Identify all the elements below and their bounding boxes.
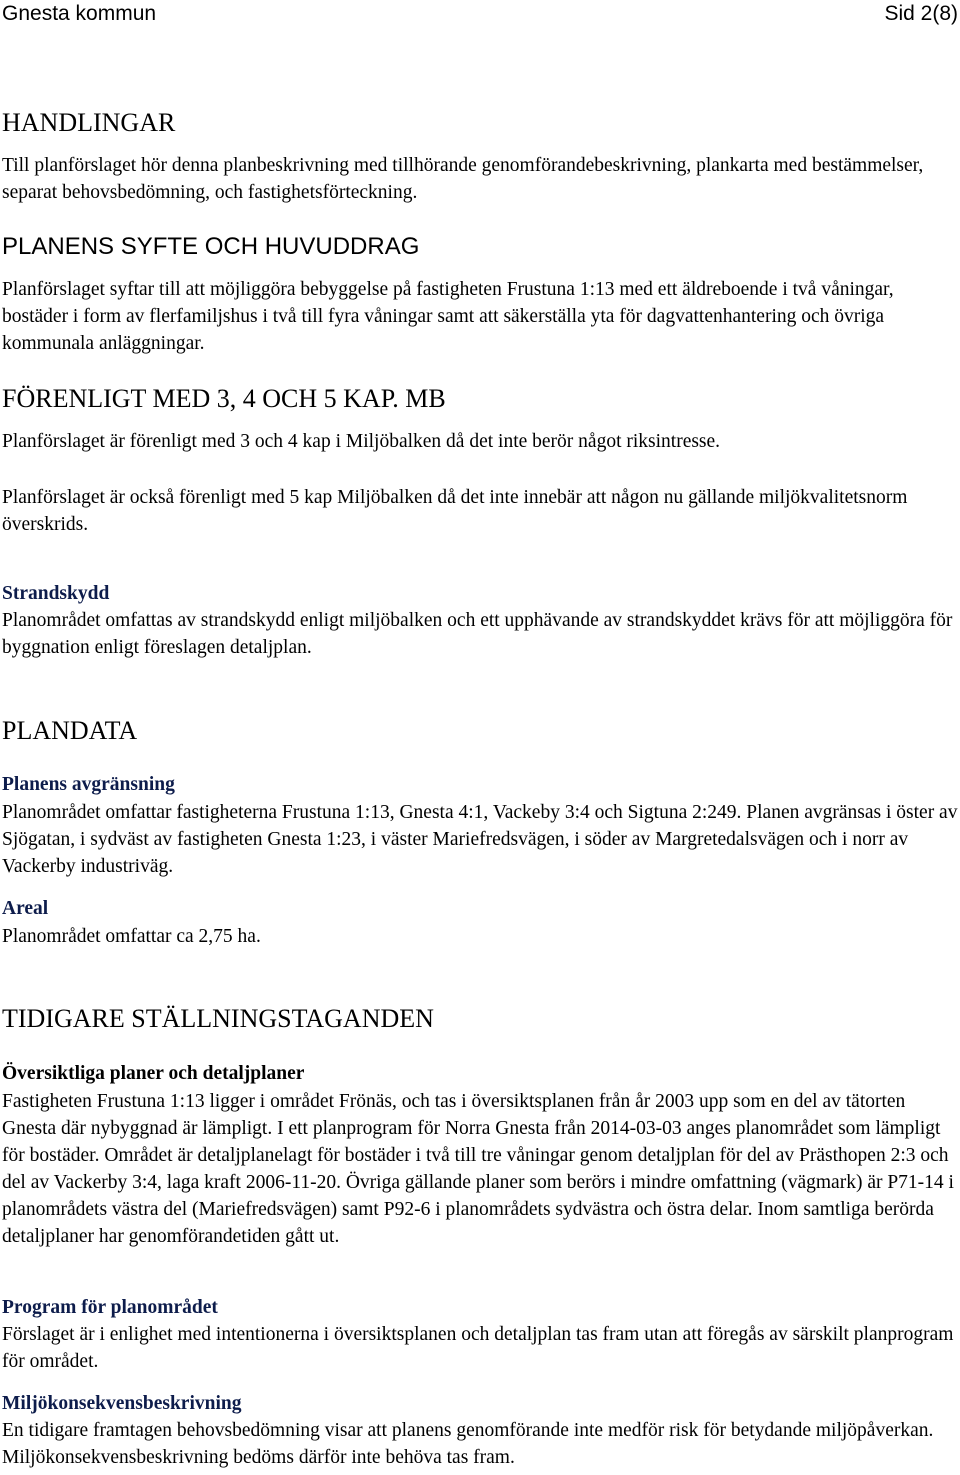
section-heading-mb: FÖRENLIGT MED 3, 4 OCH 5 KAP. MB: [2, 384, 446, 413]
subheading-strandskydd: Strandskydd: [2, 583, 110, 604]
subheading-avgransning: Planens avgränsning: [2, 774, 175, 795]
subheading-areal: Areal: [2, 898, 49, 919]
paragraph-mb-riksintresse: Planförslaget är förenligt med 3 och 4 kap i Miljöbalken då det inte berör något riksintresse.: [2, 431, 721, 452]
page-number: Sid 2(8): [884, 2, 958, 25]
section-heading-tidigare: TIDIGARE STÄLLNINGSTAGANDEN: [2, 1004, 434, 1033]
paragraph-handlingar: Till planförslaget hör denna planbeskrivning med tillhörande genomförandebeskrivning, plankarta med bestämmelser, separat behovsbedömning, och fastighetsförteckning.: [2, 155, 924, 203]
organization-name: Gnesta kommun: [2, 2, 157, 25]
paragraph-mb-miljokvalitetsnorm: Planförslaget är också förenligt med 5 kap Miljöbalken då det inte innebär att någon nu gällande miljökvalitetsnorm överskrids.: [2, 487, 908, 535]
paragraph-program: Förslaget är i enlighet med intentionerna i översiktsplanen och detaljplan tas fram utan att föregås av särskilt planprogram för området.: [2, 1324, 954, 1372]
section-heading-syfte: PLANENS SYFTE OCH HUVUDDRAG: [2, 233, 420, 260]
paragraph-areal: Planområdet omfattar ca 2,75 ha.: [2, 926, 261, 947]
subheading-oversiktliga-planer: Översiktliga planer och detaljplaner: [2, 1063, 305, 1084]
paragraph-mkb: En tidigare framtagen behovsbedömning visar att planens genomförande inte medför risk för betydande miljöpåverkan. Miljökonsekvensbeskrivning bedöms därför inte behöva tas fram.: [2, 1420, 934, 1468]
section-heading-handlingar: HANDLINGAR: [2, 108, 176, 137]
paragraph-strandskydd: Planområdet omfattas av strandskydd enligt miljöbalken och ett upphävande av strandskyddet krävs för att möjliggöra för byggnation enligt föreslagen detaljplan.: [2, 610, 953, 658]
page-header: [0, 0, 960, 28]
section-heading-plandata: PLANDATA: [2, 716, 138, 745]
subheading-program: Program för planområdet: [2, 1297, 218, 1318]
paragraph-oversiktliga-planer: Fastigheten Frustuna 1:13 ligger i området Frönäs, och tas i översiktsplanen från år 2003 upp som en del av tätorten Gnesta där nybyggnad är lämpligt. I ett planprogram för Norra Gnesta från 2014-03-03 anges planområdet som lämpligt för bostäder. Området är detaljplanelagt för bostäder i två till tre våningar genom detaljplan för del av Prästhopen 2:3 och del av Vackerby 3:4, laga kraft 2006-11-20. Övriga gällande planer som berörs i mindre omfattning (vägmark) är P71-14 i planområdets västra del (Mariefredsvägen) samt P92-6 i planområdets sydvästra och östra delar. Inom samtliga berörda detaljplaner har genomförandetiden gått ut.: [2, 1091, 954, 1247]
subheading-mkb: Miljökonsekvensbeskrivning: [2, 1393, 242, 1414]
paragraph-avgransning: Planområdet omfattar fastigheterna Frustuna 1:13, Gnesta 4:1, Vackeby 3:4 och Sigtuna 2:249. Planen avgränsas i öster av Sjögatan, i sydväst av fastigheten Gnesta 1:23, i väster Mariefredsvägen, i söder av Margretedalsvägen och i norr av Vackerby industriväg.: [2, 802, 958, 877]
paragraph-syfte: Planförslaget syftar till att möjliggöra bebyggelse på fastigheten Frustuna 1:13 med ett äldreboende i två våningar, bostäder i form av flerfamiljshus i två till fyra våningar samt att säkerställa yta för dagvattenhantering och övriga kommunala anläggningar.: [2, 279, 894, 354]
